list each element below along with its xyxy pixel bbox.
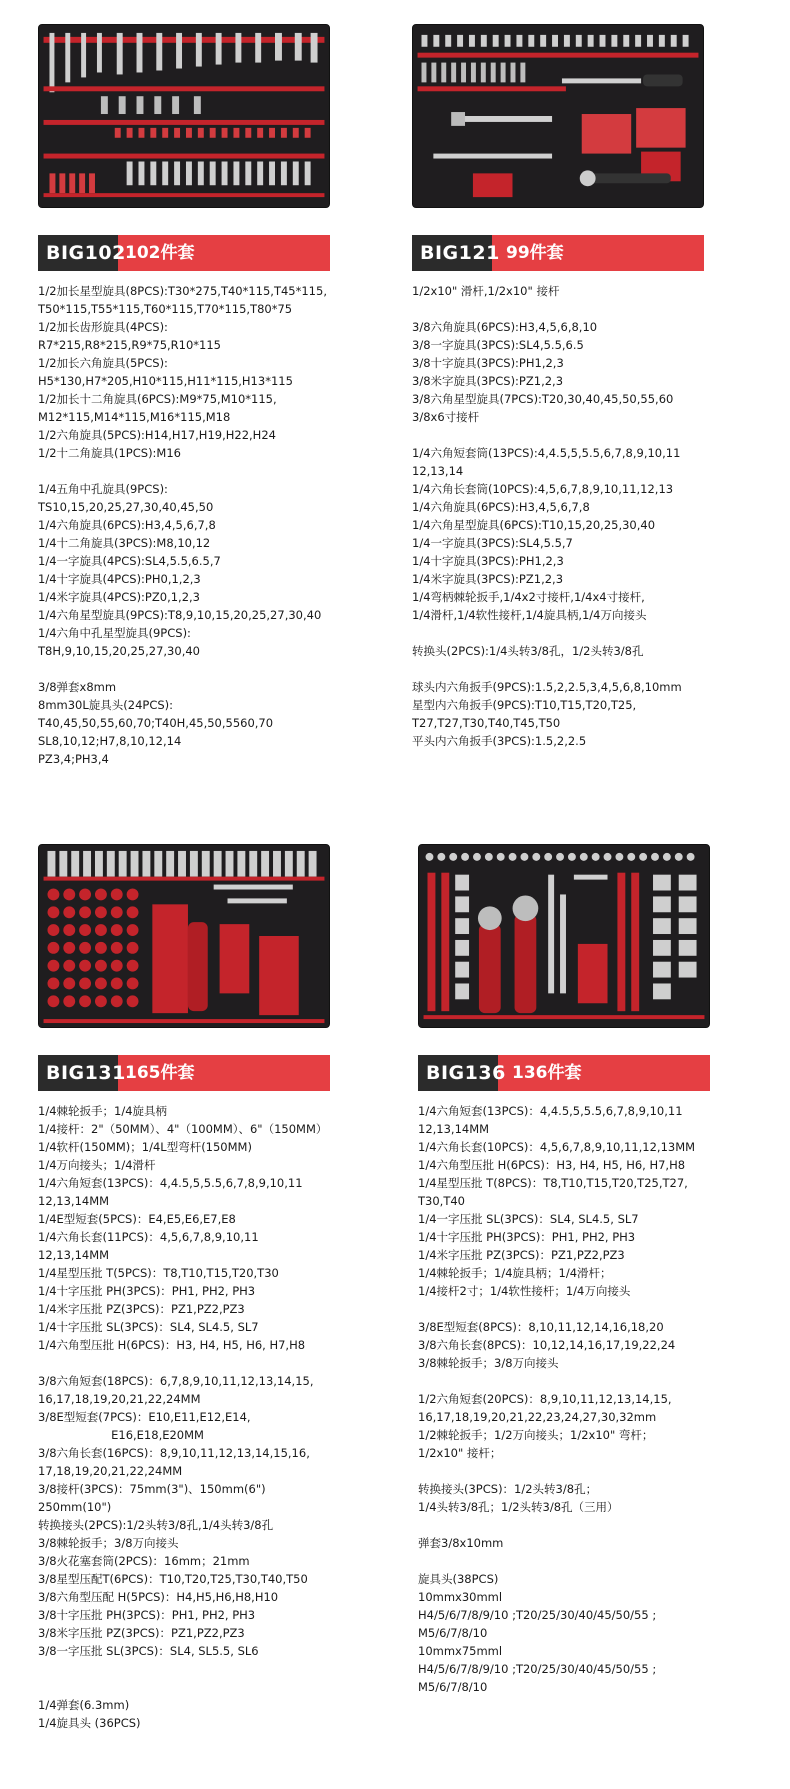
tool-tray-image bbox=[419, 845, 709, 1027]
spec-line: 1/4软杆(150MM)；1/4L型弯杆(150MM) bbox=[38, 1140, 252, 1154]
spec-line: 3/8星型压配T(6PCS)：T10,T20,T25,T30,T40,T50 bbox=[38, 1572, 308, 1586]
spec-line: 1/4六角旋具(6PCS):H3,4,5,6,7,8 bbox=[412, 500, 590, 514]
spec-line: 1/2加长六角旋具(5PCS): bbox=[38, 356, 168, 370]
spec-line: 3/8一字旋具(3PCS):SL4,5.5,6.5 bbox=[412, 338, 584, 352]
spec-line: 1/4六角短套(13PCS)：4,4.5,5,5.5,6,7,8,9,10,11 bbox=[418, 1104, 683, 1118]
kit-photo-big131 bbox=[38, 844, 330, 1028]
kit-banner-big131 bbox=[38, 1055, 330, 1091]
spec-line: 1/4六角中孔星型旋具(9PCS): bbox=[38, 626, 191, 640]
spec-line: 1/4六角星型旋具(9PCS):T8,9,10,15,20,25,27,30,40 bbox=[38, 608, 322, 622]
kit-banner-big136 bbox=[418, 1055, 710, 1091]
spec-line: 3/8六角型压配 H(5PCS)：H4,H5,H6,H8,H10 bbox=[38, 1590, 279, 1604]
spec-line: 3/8棘轮扳手；3/8万向接头 bbox=[38, 1536, 179, 1550]
spec-line: H5*130,H7*205,H10*115,H11*115,H13*115 bbox=[38, 374, 293, 388]
spec-line: 3/8火花塞套筒(2PCS)：16mm；21mm bbox=[38, 1554, 250, 1568]
kit-piece-count: 102件套 bbox=[125, 243, 195, 263]
spec-line bbox=[418, 1516, 758, 1534]
spec-line: E16,E18,E20MM bbox=[38, 1428, 204, 1442]
spec-line: 1/2棘轮扳手；1/2万向接头；1/2x10" 弯杆； bbox=[418, 1428, 654, 1442]
spec-line: M12*115,M14*115,M16*115,M18 bbox=[38, 410, 231, 424]
spec-line bbox=[418, 1552, 758, 1570]
kit-model: BIG136 bbox=[418, 1055, 498, 1091]
spec-line: 1/4十字旋具(4PCS):PH0,1,2,3 bbox=[38, 572, 201, 586]
spec-line: 3/8米字旋具(3PCS):PZ1,2,3 bbox=[412, 374, 564, 388]
spec-line: 12,13,14MM bbox=[38, 1248, 110, 1262]
spec-line: 1/4旋具头 (36PCS) bbox=[38, 1716, 141, 1730]
kit-piece-count: 136件套 bbox=[512, 1063, 582, 1083]
kit-banner-big102 bbox=[38, 235, 330, 271]
spec-line: 3/8米字压批 PZ(3PCS)：PZ1,PZ2,PZ3 bbox=[38, 1626, 245, 1640]
kit-banner-big121 bbox=[412, 235, 704, 271]
spec-line: 1/4十字压批 SL(3PCS)：SL4, SL4.5, SL7 bbox=[38, 1320, 259, 1334]
spec-line: 弹套3/8x10mm bbox=[418, 1536, 504, 1550]
spec-line bbox=[418, 1300, 758, 1318]
spec-line: 1/4星型压批 T(8PCS)：T8,T10,T15,T20,T25,T27, bbox=[418, 1176, 688, 1190]
spec-line: 3/8六角星型旋具(7PCS):T20,30,40,45,50,55,60 bbox=[412, 392, 674, 406]
spec-line: T30,T40 bbox=[418, 1194, 465, 1208]
spec-line: 16,17,18,19,20,21,22,24MM bbox=[38, 1392, 201, 1406]
spec-line: 1/4万向接头；1/4滑杆 bbox=[38, 1158, 156, 1172]
spec-line: 旋具头(38PCS) bbox=[418, 1572, 499, 1586]
spec-line: 转换头(2PCS):1/4头转3/8孔，1/2头转3/8孔 bbox=[412, 644, 644, 658]
spec-line: 1/4六角型压批 H(6PCS)：H3, H4, H5, H6, H7,H8 bbox=[418, 1158, 686, 1172]
spec-line: 1/4弹套(6.3mm) bbox=[38, 1698, 130, 1712]
spec-line: 1/4十字压批 PH(3PCS)：PH1, PH2, PH3 bbox=[38, 1284, 256, 1298]
spec-line: 1/4一字旋具(4PCS):SL4,5.5,6.5,7 bbox=[38, 554, 221, 568]
spec-line: TS10,15,20,25,27,30,40,45,50 bbox=[38, 500, 214, 514]
spec-line: 1/2十二角旋具(1PCS):M16 bbox=[38, 446, 181, 460]
spec-line: 1/4六角长套筒(10PCS):4,5,6,7,8,9,10,11,12,13 bbox=[412, 482, 674, 496]
spec-line bbox=[38, 1660, 378, 1678]
spec-line: 球头内六角扳手(9PCS):1.5,2,2.5,3,4,5,6,8,10mm bbox=[412, 680, 682, 694]
spec-line: 1/4六角长套(11PCS)：4,5,6,7,8,9,10,11 bbox=[38, 1230, 259, 1244]
spec-line: 3/8E型短套(8PCS)：8,10,11,12,14,16,18,20 bbox=[418, 1320, 664, 1334]
spec-line: 1/2加长星型旋具(8PCS):T30*275,T40*115,T45*115, bbox=[38, 284, 327, 298]
spec-line: M5/6/7/8/10 bbox=[418, 1626, 488, 1640]
kit-model: BIG131 bbox=[38, 1055, 118, 1091]
spec-line: 1/4五角中孔旋具(9PCS): bbox=[38, 482, 168, 496]
spec-line: 1/4米字压批 PZ(3PCS)：PZ1,PZ2,PZ3 bbox=[38, 1302, 245, 1316]
spec-line: 1/4米字压批 PZ(3PCS)：PZ1,PZ2,PZ3 bbox=[418, 1248, 625, 1262]
kit-photo-big102 bbox=[38, 24, 330, 208]
spec-line bbox=[418, 1372, 758, 1390]
spec-line bbox=[38, 462, 358, 480]
spec-line: 3/8六角长套(8PCS)：10,12,14,16,17,19,22,24 bbox=[418, 1338, 676, 1352]
kit-piece-count: 165件套 bbox=[125, 1063, 195, 1083]
kit-piece-count: 99件套 bbox=[506, 243, 564, 263]
spec-line: 1/2加长十二角旋具(6PCS):M9*75,M10*115, bbox=[38, 392, 277, 406]
spec-line: T27,T27,T30,T40,T45,T50 bbox=[412, 716, 561, 730]
spec-line bbox=[412, 300, 752, 318]
spec-line: 17,18,19,20,21,22,24MM bbox=[38, 1464, 183, 1478]
spec-line: 3/8棘轮扳手；3/8万向接头 bbox=[418, 1356, 559, 1370]
kit-photo-big121 bbox=[412, 24, 704, 208]
spec-line: 3/8六角短套(18PCS)：6,7,8,9,10,11,12,13,14,15, bbox=[38, 1374, 314, 1388]
spec-line: 3/8六角长套(16PCS)：8,9,10,11,12,13,14,15,16, bbox=[38, 1446, 310, 1460]
kit-spec-list-big136 bbox=[418, 1102, 758, 1696]
tool-tray-image bbox=[39, 845, 329, 1027]
spec-line: 16,17,18,19,20,21,22,23,24,27,30,32mm bbox=[418, 1410, 657, 1424]
spec-line: 12,13,14 bbox=[412, 464, 464, 478]
spec-line: 1/4接杆2寸；1/4软性接杆；1/4万向接头 bbox=[418, 1284, 631, 1298]
spec-line: 1/4棘轮扳手；1/4旋具柄；1/4滑杆； bbox=[418, 1266, 612, 1280]
spec-line: 1/4六角长套(10PCS)：4,5,6,7,8,9,10,11,12,13MM bbox=[418, 1140, 696, 1154]
spec-line: 3/8一字压批 SL(3PCS)：SL4, SL5.5, SL6 bbox=[38, 1644, 259, 1658]
spec-line: 1/4一字旋具(3PCS):SL4,5.5,7 bbox=[412, 536, 573, 550]
spec-line: 10mmx75mml bbox=[418, 1644, 503, 1658]
spec-line: 1/4星型压批 T(5PCS)：T8,T10,T15,T20,T30 bbox=[38, 1266, 279, 1280]
spec-line: 1/4滑杆,1/4软性接杆,1/4旋具柄,1/4万向接头 bbox=[412, 608, 647, 622]
spec-line: 1/4十字压批 PH(3PCS)：PH1, PH2, PH3 bbox=[418, 1230, 636, 1244]
spec-line: 星型内六角扳手(9PCS):T10,T15,T20,T25, bbox=[412, 698, 637, 712]
spec-line: 1/4头转3/8孔；1/2头转3/8孔（三用） bbox=[418, 1500, 619, 1514]
spec-line: 250mm(10") bbox=[38, 1500, 112, 1514]
spec-line: M5/6/7/8/10 bbox=[418, 1680, 488, 1694]
tool-tray-image bbox=[39, 25, 329, 207]
kit-photo-big136 bbox=[418, 844, 710, 1028]
spec-line: 1/4十二角旋具(3PCS):M8,10,12 bbox=[38, 536, 211, 550]
spec-line: 1/4六角旋具(6PCS):H3,4,5,6,7,8 bbox=[38, 518, 216, 532]
spec-line: 1/2x10" 接杆； bbox=[418, 1446, 502, 1460]
spec-line: 8mm30L旋具头(24PCS): bbox=[38, 698, 174, 712]
spec-line: 3/8x6寸接杆 bbox=[412, 410, 480, 424]
spec-line: 1/2加长齿形旋具(4PCS): bbox=[38, 320, 168, 334]
spec-line bbox=[38, 660, 358, 678]
spec-line: 1/2x10" 滑杆,1/2x10" 接杆 bbox=[412, 284, 560, 298]
tool-tray-image bbox=[413, 25, 703, 207]
spec-line bbox=[412, 426, 752, 444]
spec-line: SL8,10,12;H7,8,10,12,14 bbox=[38, 734, 182, 748]
spec-line: 3/8十字压批 PH(3PCS)：PH1, PH2, PH3 bbox=[38, 1608, 256, 1622]
spec-line: 1/4一字压批 SL(3PCS)：SL4, SL4.5, SL7 bbox=[418, 1212, 639, 1226]
spec-line: 3/8六角旋具(6PCS):H3,4,5,6,8,10 bbox=[412, 320, 598, 334]
spec-line: 12,13,14MM bbox=[38, 1194, 110, 1208]
spec-line bbox=[418, 1462, 758, 1480]
spec-line: 转换接头(3PCS)：1/2头转3/8孔； bbox=[418, 1482, 598, 1496]
spec-line: 3/8十字旋具(3PCS):PH1,2,3 bbox=[412, 356, 564, 370]
spec-line: R7*215,R8*215,R9*75,R10*115 bbox=[38, 338, 221, 352]
kit-spec-list-big121 bbox=[412, 282, 752, 750]
spec-line: PZ3,4;PH3,4 bbox=[38, 752, 109, 766]
spec-line: H4/5/6/7/8/9/10 ;T20/25/30/40/45/50/55 ; bbox=[418, 1608, 657, 1622]
spec-line: 10mmx30mml bbox=[418, 1590, 503, 1604]
spec-line: 3/8接杆(3PCS)：75mm(3")、150mm(6") bbox=[38, 1482, 266, 1496]
spec-line: 3/8弹套x8mm bbox=[38, 680, 117, 694]
spec-line bbox=[412, 660, 752, 678]
kit-model: BIG121 bbox=[412, 235, 492, 271]
spec-line: 1/4六角短套筒(13PCS):4,4.5,5,5.5,6,7,8,9,10,11 bbox=[412, 446, 681, 460]
kit-spec-list-big131 bbox=[38, 1102, 378, 1732]
spec-line bbox=[38, 1678, 378, 1696]
spec-line: T8H,9,10,15,20,25,27,30,40 bbox=[38, 644, 200, 658]
spec-line: 1/4弯柄棘轮扳手,1/4x2寸接杆,1/4x4寸接杆, bbox=[412, 590, 645, 604]
kit-model: BIG102 bbox=[38, 235, 118, 271]
spec-line: 1/4米字旋具(3PCS):PZ1,2,3 bbox=[412, 572, 564, 586]
spec-line: 3/8E型短套(7PCS)：E10,E11,E12,E14, bbox=[38, 1410, 251, 1424]
spec-line: 1/4六角型压批 H(6PCS)：H3, H4, H5, H6, H7,H8 bbox=[38, 1338, 306, 1352]
kit-spec-list-big102 bbox=[38, 282, 358, 768]
spec-line: T50*115,T55*115,T60*115,T70*115,T80*75 bbox=[38, 302, 293, 316]
spec-line: 转换接头(2PCS):1/2头转3/8孔,1/4头转3/8孔 bbox=[38, 1518, 274, 1532]
spec-line: H4/5/6/7/8/9/10 ;T20/25/30/40/45/50/55 ; bbox=[418, 1662, 657, 1676]
spec-line: 1/4六角短套(13PCS)：4,4.5,5,5.5,6,7,8,9,10,11 bbox=[38, 1176, 303, 1190]
spec-line bbox=[38, 1354, 378, 1372]
spec-line bbox=[412, 624, 752, 642]
spec-line: 1/4棘轮扳手；1/4旋具柄 bbox=[38, 1104, 168, 1118]
spec-line: T40,45,50,55,60,70;T40H,45,50,5560,70 bbox=[38, 716, 274, 730]
spec-line: 1/4米字旋具(4PCS):PZ0,1,2,3 bbox=[38, 590, 200, 604]
spec-line: 1/4十字旋具(3PCS):PH1,2,3 bbox=[412, 554, 564, 568]
spec-line: 1/4接杆：2"（50MM）、4"（100MM）、6"（150MM） bbox=[38, 1122, 328, 1136]
spec-line: 1/4E型短套(5PCS)：E4,E5,E6,E7,E8 bbox=[38, 1212, 236, 1226]
spec-line: 1/4六角星型旋具(6PCS):T10,15,20,25,30,40 bbox=[412, 518, 656, 532]
spec-line: 12,13,14MM bbox=[418, 1122, 490, 1136]
spec-line: 1/2六角短套(20PCS)：8,9,10,11,12,13,14,15, bbox=[418, 1392, 672, 1406]
spec-line: 1/2六角旋具(5PCS):H14,H17,H19,H22,H24 bbox=[38, 428, 276, 442]
spec-line: 平头内六角扳手(3PCS):1.5,2,2.5 bbox=[412, 734, 587, 748]
